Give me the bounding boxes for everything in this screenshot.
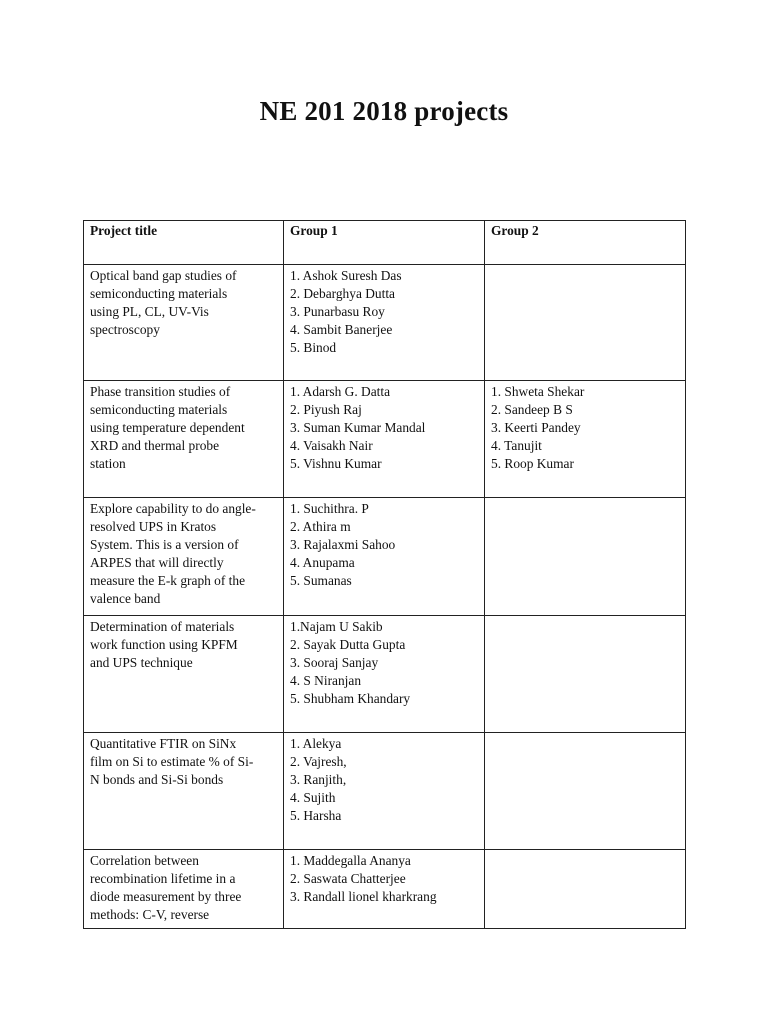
group-1-cell [284,616,485,733]
project-title-line: using PL, CL, UV-Vis [90,304,209,319]
project-title-line: semiconducting materials [90,286,228,301]
member-name: 2. Saswata Chatterjee [290,871,406,886]
member-name: 1. Suchithra. P [290,501,369,516]
header-group-1: Group 1 [284,221,485,265]
project-title-line: work function using KPFM [90,637,238,652]
project-title-line: valence band [90,591,161,606]
member-name: 3. Punarbasu Roy [290,304,385,319]
project-title-cell [84,850,284,929]
member-name: 3. Keerti Pandey [491,420,581,435]
member-name: 4. S Niranjan [290,673,362,688]
member-name: 2. Sayak Dutta Gupta [290,637,406,652]
member-name: 5. Harsha [290,808,342,823]
member-name: 5. Sumanas [290,573,352,588]
project-title-line: N bonds and Si-Si bonds [90,772,224,787]
projects-table [83,220,686,929]
member-name: 5. Shubham Khandary [290,691,411,706]
member-name: 5. Binod [290,340,337,355]
table-row [84,616,686,733]
project-title-line: ARPES that will directly [90,555,224,570]
project-title-line: resolved UPS in Kratos [90,519,217,534]
member-name: 3. Rajalaxmi Sahoo [290,537,396,552]
group-2-cell [485,616,686,733]
project-title-line: Phase transition studies of [90,384,231,399]
table-row [84,733,686,850]
project-title-line: spectroscopy [90,322,160,337]
project-title-line: using temperature dependent [90,420,245,435]
group-1-cell [284,733,485,850]
project-title-line: Explore capability to do angle- [90,501,256,516]
group-1-cell [284,850,485,929]
member-name: 1. Adarsh G. Datta [290,384,391,399]
table-row [84,850,686,929]
group-2-cell [485,498,686,616]
project-title-cell [84,733,284,850]
project-title-line: Quantitative FTIR on SiNx [90,736,237,751]
project-title-line: semiconducting materials [90,402,228,417]
project-title-cell [84,616,284,733]
table-row [84,498,686,616]
table-header-row [84,221,686,265]
member-name: 5. Roop Kumar [491,456,574,471]
member-name: 1. Maddegalla Ananya [290,853,411,868]
member-name: 3. Suman Kumar Mandal [290,420,426,435]
member-name: 1. Ashok Suresh Das [290,268,402,283]
group-1-cell [284,381,485,498]
member-name: 3. Ranjith, [290,772,347,787]
member-name: 1. Alekya [290,736,342,751]
member-name: 2. Piyush Raj [290,402,362,417]
member-name: 4. Vaisakh Nair [290,438,373,453]
member-name: 1.Najam U Sakib [290,619,383,634]
member-name: 4. Sambit Banerjee [290,322,393,337]
table-row [84,381,686,498]
project-title-line: methods: C-V, reverse [90,907,210,922]
header-group-2: Group 2 [485,221,686,265]
project-title-line: recombination lifetime in a [90,871,236,886]
project-title-line: Correlation between [90,853,199,868]
member-name: 2. Athira m [290,519,351,534]
project-title-line: Optical band gap studies of [90,268,237,283]
project-title-line: Determination of materials [90,619,235,634]
member-name: 2. Vajresh, [290,754,347,769]
document-title: NE 201 2018 projects [259,96,509,126]
project-title-line: System. This is a version of [90,537,239,552]
group-2-cell [485,381,686,498]
header-project-title: Project title [84,221,284,265]
group-2-cell [485,265,686,381]
member-name: 4. Tanujit [491,438,542,453]
member-name: 2. Debarghya Dutta [290,286,395,301]
project-title-cell [84,498,284,616]
project-title-cell [84,265,284,381]
group-2-cell [485,733,686,850]
project-title-line: station [90,456,126,471]
member-name: 4. Sujith [290,790,336,805]
group-1-cell [284,498,485,616]
project-title-line: film on Si to estimate % of Si- [90,754,254,769]
member-name: 4. Anupama [290,555,355,570]
group-1-cell [284,265,485,381]
project-title-line: diode measurement by three [90,889,242,904]
member-name: 5. Vishnu Kumar [290,456,382,471]
table-row [84,265,686,381]
project-title-line: measure the E-k graph of the [90,573,246,588]
project-title-line: and UPS technique [90,655,193,670]
member-name: 1. Shweta Shekar [491,384,585,399]
member-name: 2. Sandeep B S [491,402,573,417]
member-name: 3. Randall lionel kharkrang [290,889,437,904]
member-name: 3. Sooraj Sanjay [290,655,379,670]
project-title-cell [84,381,284,498]
project-title-line: XRD and thermal probe [90,438,220,453]
group-2-cell [485,850,686,929]
